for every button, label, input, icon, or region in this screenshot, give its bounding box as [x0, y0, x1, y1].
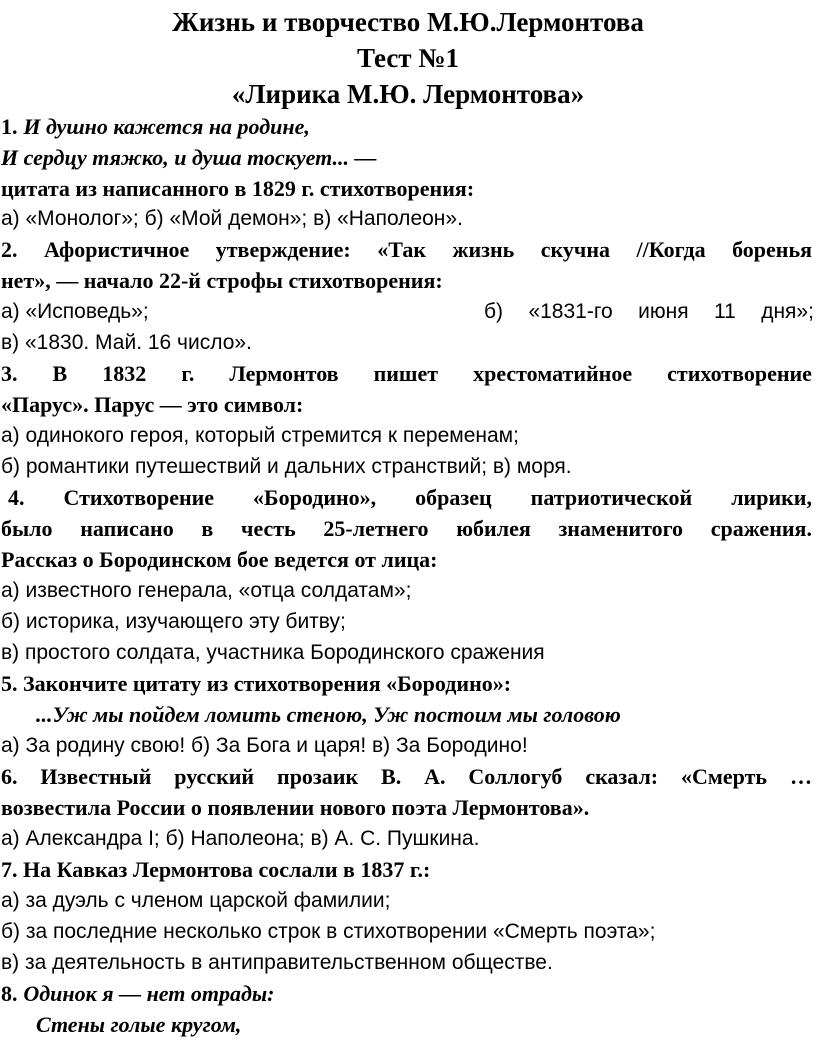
word: 4.	[8, 485, 25, 510]
word: 2.	[1, 237, 18, 262]
word: Стихотворение	[63, 485, 215, 510]
question-4-line-1	[0, 482, 816, 513]
question-text: «Парус». Парус — это символ:	[1, 392, 304, 417]
word: боренья	[732, 237, 812, 262]
question-4-line-2	[0, 513, 816, 544]
word: написано	[80, 516, 174, 541]
word: г.	[181, 361, 195, 386]
word: //Когда	[636, 237, 706, 262]
question-3-line-1	[0, 358, 816, 389]
word: в	[201, 516, 214, 541]
word: пишет	[373, 361, 439, 386]
word: русский	[174, 764, 255, 789]
question-text: цитата из написанного в 1829 г. стихотворения:	[1, 176, 475, 201]
quote-line: И сердцу тяжко, и душа тоскует... —	[1, 145, 377, 170]
word: 25-летнего	[323, 516, 429, 541]
word: хрестоматийное	[473, 361, 633, 386]
word: Афористичное	[43, 237, 190, 262]
question-6-line-1	[0, 761, 816, 792]
word: скучна	[540, 237, 610, 262]
word: Лермонтов	[229, 361, 339, 386]
word: сказал:	[585, 764, 659, 789]
answer-option-a: а) за дуэль с членом царской фамилии;	[1, 889, 391, 912]
answer-option-b: б) историка, изучающего эту битву;	[1, 610, 346, 633]
answer-options: а) «Монолог»; б) «Мой демон»; в) «Наполеон».	[1, 207, 463, 230]
answer-option-a: а) известного генерала, «отца солдатам»;	[1, 579, 412, 602]
word: юбилея	[456, 516, 531, 541]
test-number: Тест №1	[357, 43, 459, 73]
question-8-line-1	[0, 978, 816, 1009]
answer-options-bc: б) романтики путешествий и дальних странствий; в) моря.	[1, 455, 572, 478]
quote-line: И душно кажется на родине,	[23, 114, 310, 139]
answer-option-c: в) простого солдата, участника Бородинского сражения	[1, 641, 545, 664]
question-number: 8.	[1, 981, 18, 1006]
answer-options: а) За родину свою! б) За Бога и царя! в) За Бородино!	[1, 734, 528, 757]
question-text: Рассказ о Бородинском бое ведется от лица:	[1, 547, 438, 572]
answer-option-b: б) за последние несколько строк в стихотворении «Смерть поэта»;	[1, 920, 656, 943]
word: знаменитого	[558, 516, 684, 541]
word: 11	[713, 300, 736, 323]
question-text: 7. На Кавказ Лермонтова сослали в 1837 г.:	[1, 857, 431, 882]
word: патриотической	[530, 485, 693, 510]
word: лирики,	[731, 485, 812, 510]
word: «Смерть	[681, 764, 768, 789]
test-subtitle: «Лирика М.Ю. Лермонтова»	[231, 79, 585, 109]
word: жизнь	[452, 237, 515, 262]
word: прозаик	[277, 764, 359, 789]
answer-option-c: в) за деятельность в антиправительственном обществе.	[1, 951, 553, 974]
word: 1832	[102, 361, 147, 386]
quote-line: Одинок я — нет отрады:	[23, 981, 275, 1006]
word: А.	[424, 764, 446, 789]
word: б)	[484, 300, 504, 323]
question-text: нет», — начало 22-й строфы стихотворения:	[1, 268, 443, 293]
word: «Так	[377, 237, 427, 262]
word: 3.	[1, 361, 18, 386]
doc-title: Жизнь и творчество М.Ю.Лермонтова	[172, 7, 644, 37]
word: образец	[415, 485, 492, 510]
word: В	[52, 361, 68, 386]
question-text: возвестила России о появлении нового поэта Лермонтова».	[1, 795, 590, 820]
word: честь	[241, 516, 296, 541]
answer-option-a: а) «Исповедь»;	[1, 300, 149, 323]
answer-option-c: в) «1830. Май. 16 число».	[1, 331, 252, 354]
word: утверждение:	[215, 237, 351, 262]
word: было	[1, 516, 53, 541]
word: В.	[381, 764, 402, 789]
question-2-line-1	[0, 234, 816, 265]
answer-option-a: а) одинокого героя, который стремится к переменам;	[1, 424, 519, 447]
word: июня	[638, 300, 689, 323]
word: «Бородино»,	[253, 485, 377, 510]
question-text: 5. Закончите цитату из стихотворения «Бородино»:	[1, 671, 512, 696]
answer-options: а) Александра I; б) Наполеона; в) А. С. Пушкина.	[1, 827, 480, 850]
word: Соллогуб	[468, 764, 563, 789]
quote-line: ...Уж мы пойдем ломить стеною, Уж постоим мы головою	[36, 702, 621, 727]
quote-line: Стены голые кругом,	[36, 1012, 242, 1037]
question-1-line-1	[0, 111, 816, 142]
answer-option-b	[484, 296, 814, 327]
word: дня»;	[761, 300, 814, 323]
question-number: 1.	[1, 114, 18, 139]
word: «1831-го	[528, 300, 613, 323]
word: Известный	[40, 764, 152, 789]
word: …	[789, 764, 812, 789]
word: сражения.	[710, 516, 812, 541]
word: стихотворение	[667, 361, 812, 386]
word: 6.	[1, 764, 18, 789]
